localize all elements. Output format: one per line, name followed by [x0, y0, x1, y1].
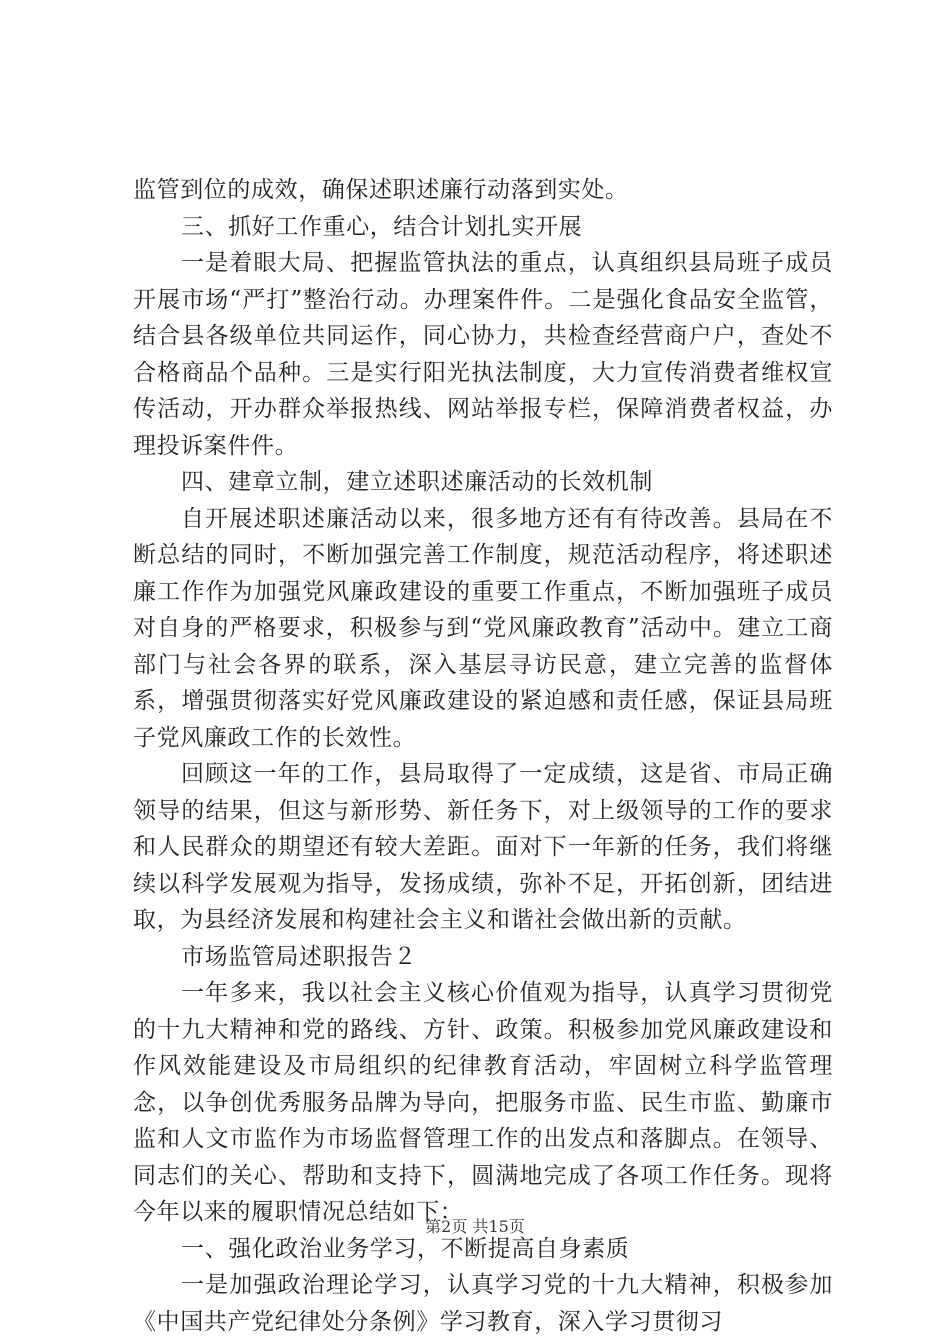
section-heading-4: 四、建章立制，建立述职述廉活动的长效机制 — [181, 469, 653, 495]
paragraph-5: 一年多来，我以社会主义核心价值观为指导，认真学习贯彻党的十九大精神和党的路线、方针、政策。积极参加党风廉政建设和作风效能建设及市局组织的纪律教育活动，牢固树立科学监管理念，以争创优秀服务品牌为导向，把服务市监、民生市监、勤廉市监和人文市监作为市场监督管理工作的出发点和落脚点。在领导、同志们的关心、帮助和支持下，圆满地完成了各项工作任务。现将今年以来的履职情况总结如下： — [133, 980, 833, 1225]
paragraph-4: 回顾这一年的工作，县局取得了一定成绩，这是省、市局正确领导的结果，但这与新形势、新任务下，对上级领导的工作的要求和人民群众的期望还有较大差距。面对下一年新的任务，我们将继续以科学发展观为指导，发扬成绩，弥补不足，开拓创新，团结进取，为县经济发展和构建社会主义和谐社会做出新的贡献。 — [133, 761, 833, 933]
paragraph-2: 一是着眼大局、把握监管执法的重点，认真组织县局班子成员开展市场“严打”整治行动。办理案件件。二是强化食品安全监管，结合县各级单位共同运作，同心协力，共检查经营商户户，查处不合格商品个品种。三是实行阳光执法制度，大力宣传消费者维权宣传活动，开办群众举报热线、网站举报专栏，保障消费者权益，办理投诉案件件。 — [133, 250, 833, 459]
document-body — [133, 172, 833, 1340]
paragraph-3: 自开展述职述廉活动以来，很多地方还有有待改善。县局在不断总结的同时，不断加强完善工作制度，规范活动程序，将述职述廉工作作为加强党风廉政建设的重要工作重点，不断加强班子成员对自身的严格要求，积极参与到“党风廉政教育”活动中。建立工商部门与社会各界的联系，深入基层寻访民意，建立完善的监督体系，增强贯彻落实好党风廉政建设的紧迫感和责任感，保证县局班子党风廉政工作的长效性。 — [133, 505, 833, 751]
paragraph-1: 监管到位的成效，确保述职述廉行动落到实处。 — [133, 177, 629, 203]
page-footer: 第2页 共15页 — [425, 1217, 525, 1236]
section-heading-1: 一、强化政治业务学习，不断提高自身素质 — [181, 1235, 630, 1262]
paragraph-6: 一是加强政治理论学习，认真学习党的十九大精神，积极参加《中国共产党纪律处分条例》学习教育，深入学习贯彻习 — [133, 1272, 833, 1335]
section-heading-3: 三、抓好工作重心，结合计划扎实开展 — [181, 213, 583, 240]
report-title: 市场监管局述职报告２ — [181, 943, 417, 970]
